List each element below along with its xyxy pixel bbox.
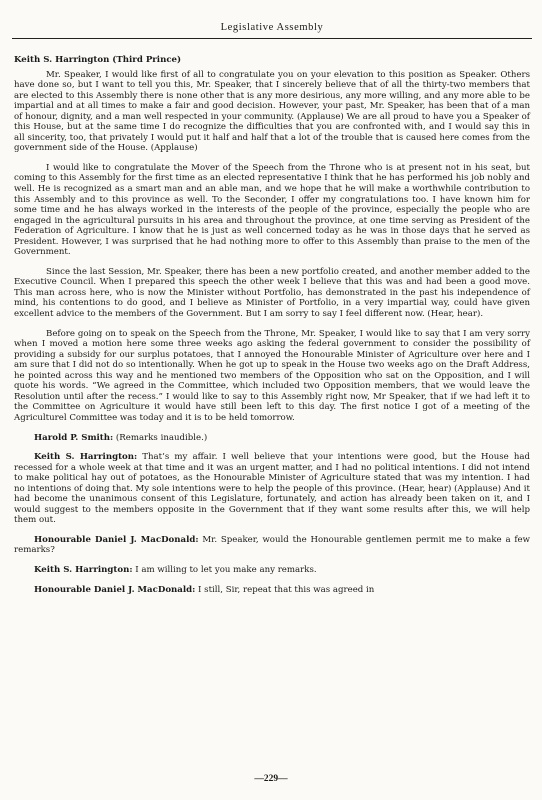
exchange-text: (Remarks inaudible.): [113, 432, 208, 443]
exchange-2: [14, 452, 530, 526]
paragraph-2: I would like to congratulate the Mover of the Speech from the Throne who is at present not in his seat, but coming to this Assembly for the first time as an elected representative I think that he has performed his job nobly and well. He is recognized as a smart man and an able man, and we hope that he will make a worthwhile contribution to this Assembly and to this province as well. To the Seconder, I offer my congratulations too. I have known him for some time and he has always worked in the interests of the people of the province, especially the people who are engaged in the agricultural pursuits in his area and throughout the province, at one time serving as President of the Federation of Agriculture. I know that he is just as well concerned today as he was in those days that he served as President. However, I was surprised that he had nothing more to offer to this Assembly than praise to the men of the Government.: [14, 162, 530, 258]
exchange-text: That’s my affair. I well believe that your intentions were good, but the House had recessed for a whole week at that time and it was an urgent matter, and I had no political intentions. I did not intend to make political hay out of potatoes, as the Honourable Minister of Agriculture stated that was my intention. I had no intentions of doing that. My sole intentions were to help the people of this province. (Hear, hear) (Applause) And it had become the unanimous consent of this Legislature, fortunately, and action has already been taken on it, and I would suggest to the members opposite in the Government that if they want some results after this, we will help them out.: [14, 452, 530, 526]
exchange-3: [14, 535, 530, 556]
exchange-speaker: Honourable Daniel J. MacDonald:: [34, 584, 196, 595]
exchange-5: [14, 585, 530, 596]
page-number: —229—: [254, 774, 288, 784]
exchange-speaker: Keith S. Harrington:: [34, 564, 133, 575]
paragraph-4: Before going on to speak on the Speech from the Throne, Mr. Speaker, I would like to say that I am very sorry when I moved a motion here some three weeks ago asking the federal government to consider the possibility of providing a subsidy for our surplus potatoes, that I annoyed the Honourable Minister of Agriculture over here and I am sure that I did not do so intentionally. When he got up to speak in the House two weeks ago on the Draft Address, he pointed across this way and he mentioned two members of the Opposition who sat on the Opposition, and I will quote his words. “We agreed in the Committee, which included two Opposition members, that we would leave the Resolution until after the recess.” I would like to say to this Assembly right now, Mr Speaker, that if we had left it to the Committee on Agriculture it would have still been left to this day. The first notice I got of a meeting of the Agriculturel Committee was today and it is to be held tomorrow.: [14, 328, 530, 423]
exchange-speaker: Keith S. Harrington:: [34, 452, 138, 463]
running-header: Legislative Assembly: [220, 22, 324, 33]
exchange-text: I am willing to let you make any remarks.: [132, 564, 317, 575]
paragraph-3: Since the last Session, Mr. Speaker, there has been a new portfolio created, and another member added to the Executive Council. When I prepared this speech the other week I believe that this was and had been a good move. This man across here, who is now the Minister without Portfolio, has demonstrated in the past his independence of mind, his contentions to do good, and I believe as Minister of Portfolio, in a very impartial way, could have given excellent advice to the members of the Government. But I am sorry to say I feel different now. (Hear, hear).: [14, 266, 530, 320]
exchange-text: I still, Sir, repeat that this was agreed in: [195, 584, 375, 595]
exchange-1: [14, 433, 530, 444]
exchange-speaker: Honourable Daniel J. MacDonald:: [34, 534, 199, 545]
exchange-text: Mr. Speaker, would the Honourable gentlemen permit me to make a few remarks?: [14, 534, 530, 556]
header-rule: [12, 38, 532, 39]
exchange-speaker: Harold P. Smith:: [34, 432, 114, 443]
paragraph-1: Mr. Speaker, I would like first of all to congratulate you on your elevation to this position as Speaker. Others have done so, but I want to tell you this, Mr. Speaker, that I sincerely believe that of all the thirty-two members that are elected to this Assembly there is none other that is any more desirious, any more willing, and any more able to be impartial and at all times to make a fair and good decision. However, your past, Mr. Speaker, has been that of a man of honour, dignity, and a man well respected in your community. (Applause) We are all proud to have you a Speaker of this House, but at the same time I do recognize the difficulties that you are confronted with, and I would say this in all sincerity, too, that privately I would put it half and half that a lot of the trouble that is caused here comes from the government side of the House. (Applause): [14, 69, 530, 154]
exchange-4: [14, 565, 530, 576]
page-body: [14, 47, 530, 604]
speaker-heading: Keith S. Harrington (Third Prince): [14, 55, 182, 65]
